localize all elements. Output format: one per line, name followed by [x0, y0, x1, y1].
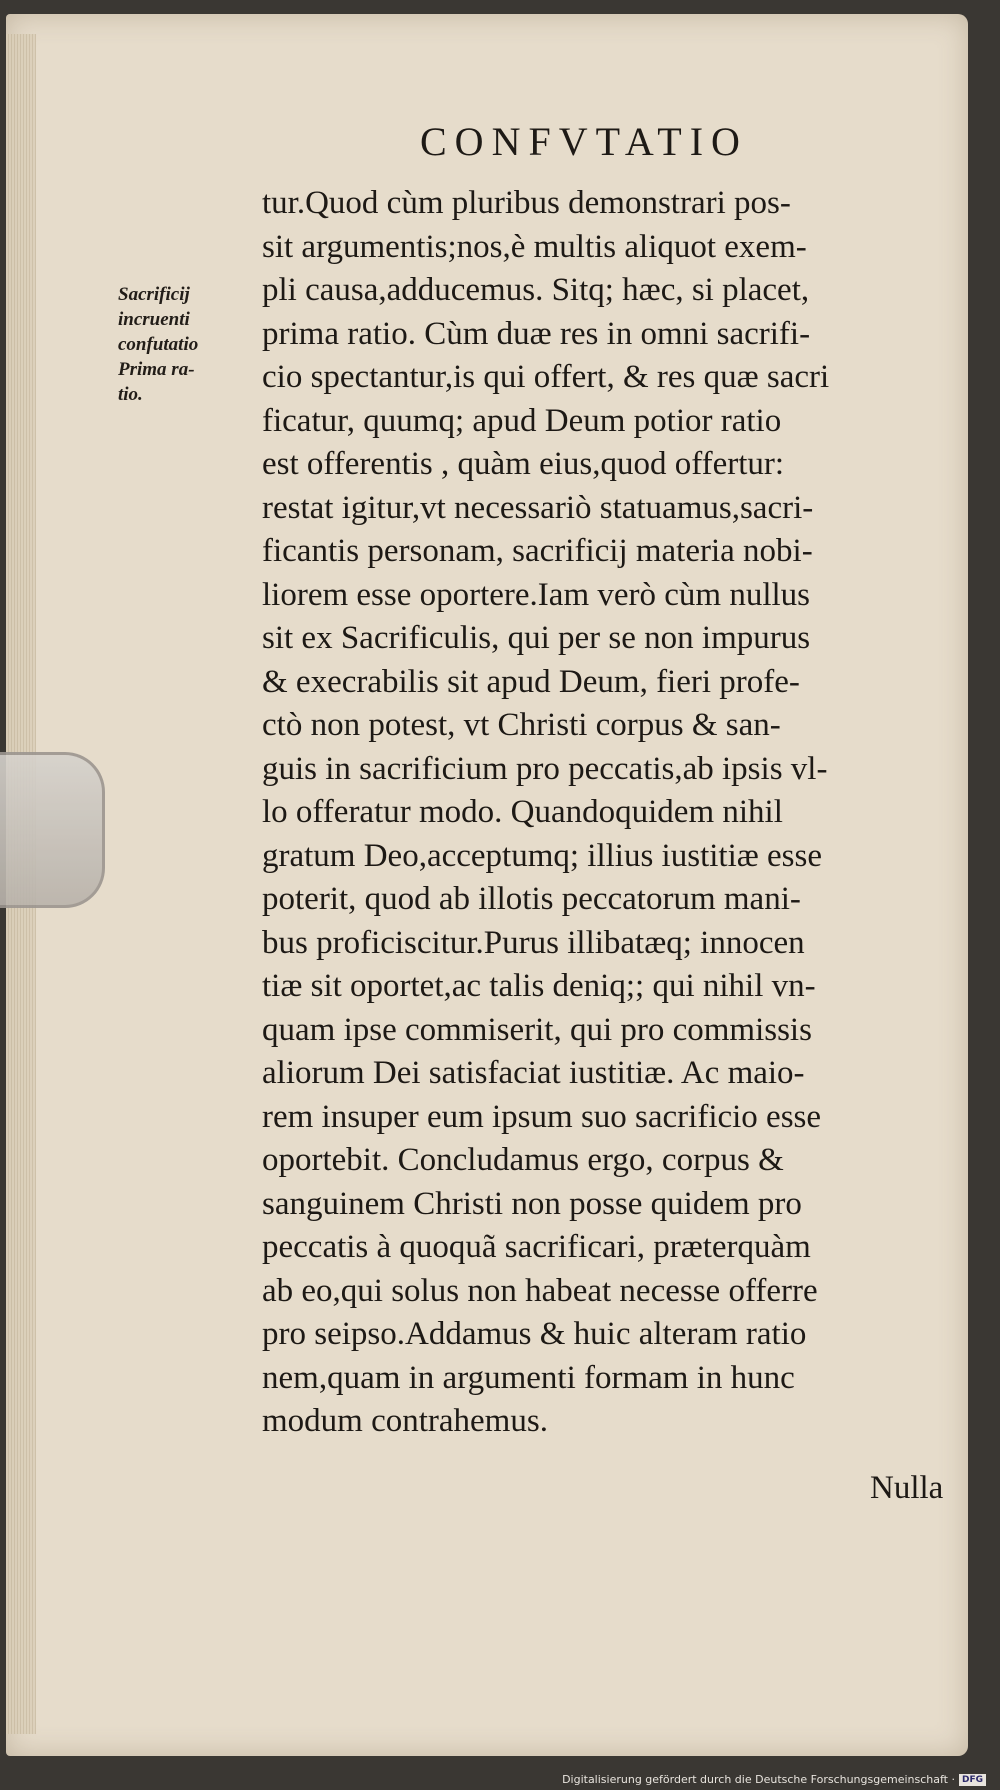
text-line: sanguinem Christi non posse quidem pro — [262, 1185, 802, 1222]
running-head: CONFVTATIO — [420, 119, 748, 164]
marginal-note — [118, 282, 268, 407]
text-line: cio spectantur,is qui offert, & res quæ sacri — [262, 359, 830, 395]
text-line: rem insuper eum ipsum suo sacrificio esse — [262, 1098, 822, 1135]
text-line: est offerentis , quàm eius,quod offertur: — [262, 446, 785, 482]
text-line: tiæ sit oportet,ac talis deniq;; qui nihil vn- — [262, 968, 816, 1004]
text-line: pro seipso.Addamus & huic alteram ratio — [262, 1316, 807, 1352]
marginal-note-line: incruenti — [118, 309, 190, 330]
text-line: sit argumentis;nos,è multis aliquot exem- — [262, 228, 807, 265]
text-line: ficatur, quumq; apud Deum potior ratio — [262, 402, 782, 439]
credit-text: Digitalisierung gefördert durch die Deutsche Forschungsgemeinschaft · — [562, 1773, 955, 1786]
marginal-note-line: tio. — [118, 384, 143, 405]
text-line: modum contrahemus. — [262, 1403, 548, 1439]
text-line: ficantis personam, sacrificij materia nobi- — [262, 533, 813, 569]
clip-ribbon-image — [0, 752, 105, 908]
catchword: Nulla — [870, 1470, 944, 1506]
text-line: ab eo,qui solus non habeat necesse offerre — [262, 1272, 818, 1309]
text-line: pli causa,adducemus. Sitq; hæc, si placet, — [262, 272, 810, 308]
text-line: ctò non potest, vt Christi corpus & san- — [262, 707, 781, 743]
text-line: liorem esse oportere.Iam verò cùm nullus — [262, 576, 810, 613]
text-line: lo offeratur modo. Quandoquidem nihil — [262, 794, 783, 830]
text-line: peccatis à quoquã sacrificari, præterquàm — [262, 1229, 811, 1265]
text-line: gratum Deo,acceptumq; illius iustitiæ esse — [262, 837, 822, 874]
marginal-note-line: confutatio — [118, 334, 199, 355]
text-line: bus proficiscitur.Purus illibatæq; innocen — [262, 924, 805, 961]
text-line: oportebit. Concludamus ergo, corpus & — [262, 1142, 784, 1178]
text-line: poterit, quod ab illotis peccatorum mani- — [262, 881, 801, 917]
digitization-credit — [562, 1773, 986, 1786]
text-line: aliorum Dei satisfaciat iustitiæ. Ac maio- — [262, 1055, 805, 1091]
dfg-logo: DFG — [959, 1774, 986, 1786]
text-line: & execrabilis sit apud Deum, fieri profe- — [262, 663, 800, 700]
text-line: guis in sacrificium pro peccatis,ab ipsis vl- — [262, 750, 828, 787]
marginal-note-line: Prima ra- — [118, 359, 195, 380]
body-text — [262, 182, 962, 1444]
marginal-note-line: Sacrificij — [118, 284, 190, 305]
text-line: nem,quam in argumenti formam in hunc — [262, 1359, 795, 1396]
text-line: tur.Quod cùm pluribus demonstrari pos- — [262, 185, 791, 221]
text-line: restat igitur,vt necessariò statuamus,sacri- — [262, 489, 814, 526]
text-line: quam ipse commiserit, qui pro commissis — [262, 1011, 812, 1048]
text-line: sit ex Sacrificulis, qui per se non impurus — [262, 620, 811, 656]
text-line: prima ratio. Cùm duæ res in omni sacrifi- — [262, 315, 811, 352]
